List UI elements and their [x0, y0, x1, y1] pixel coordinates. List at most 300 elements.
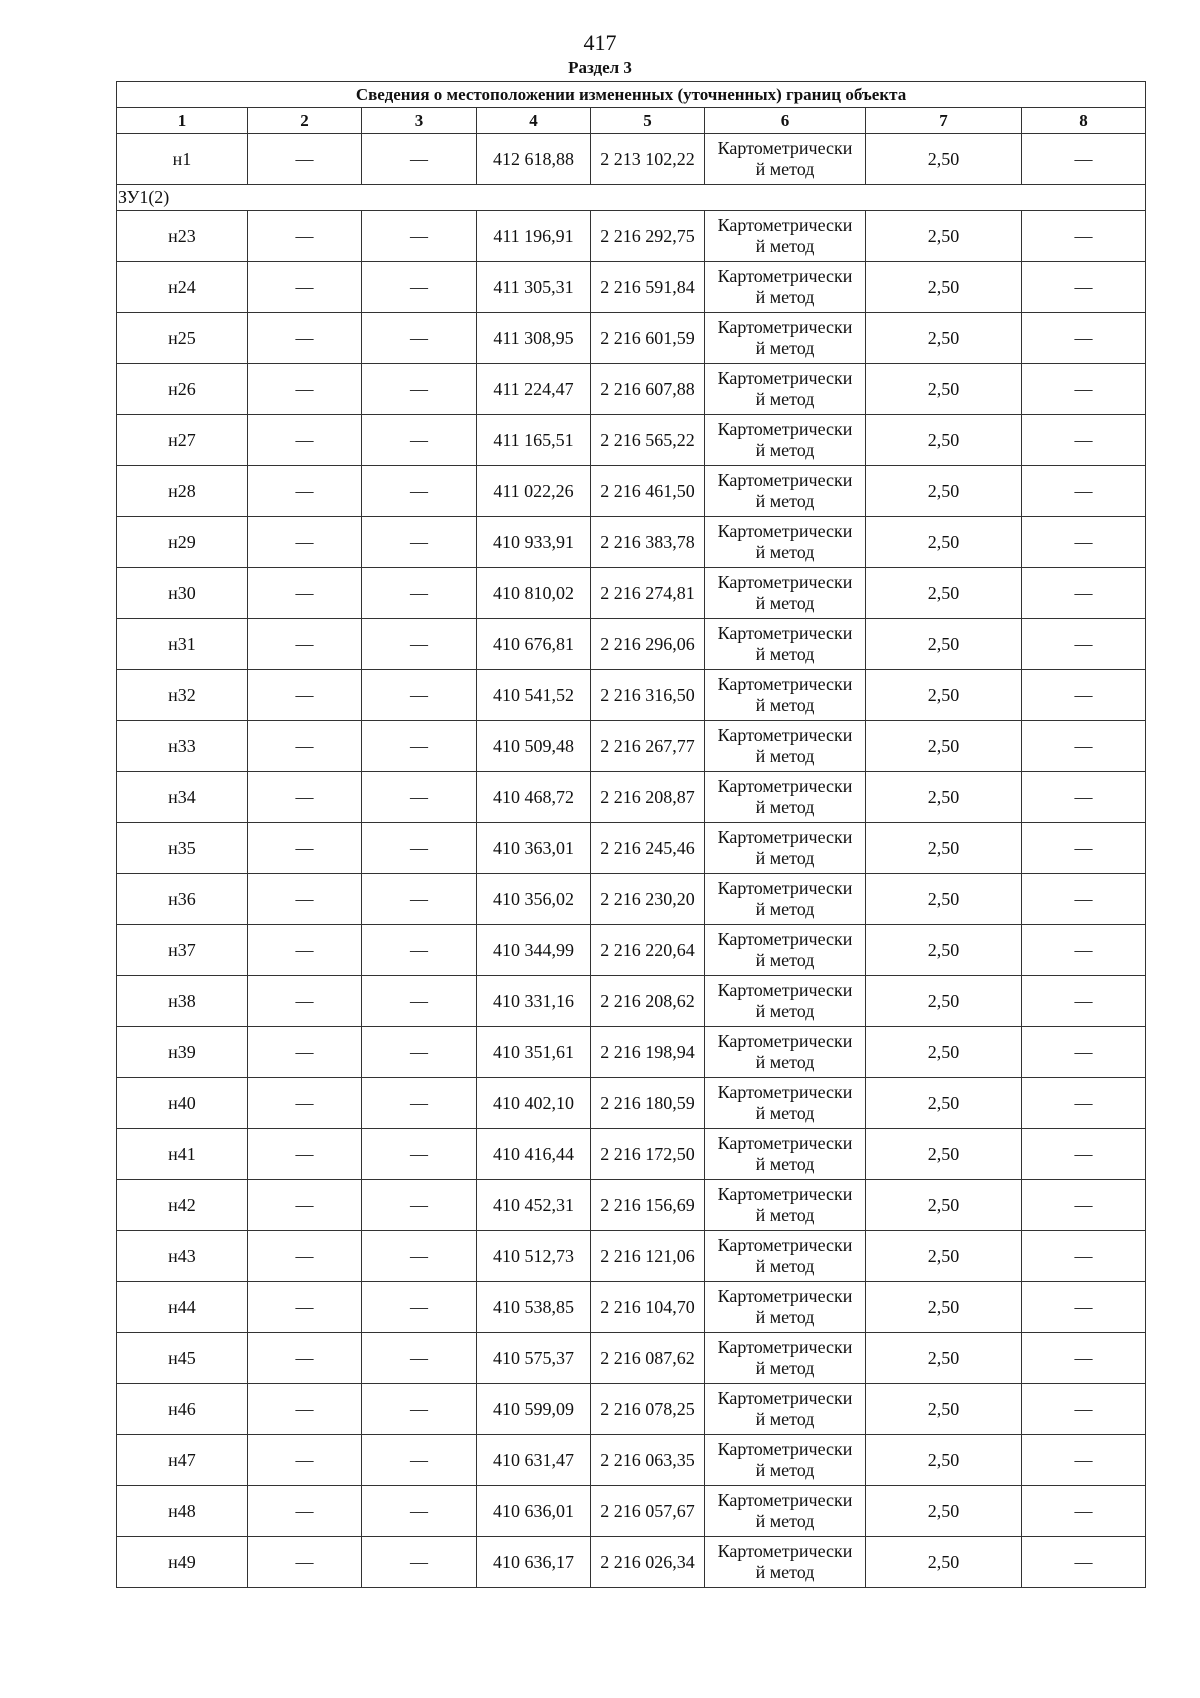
- method-line-2: й метод: [755, 1409, 815, 1429]
- point-id: н32: [117, 670, 248, 721]
- method-cell: [705, 1078, 866, 1129]
- dash-cell: —: [248, 1027, 362, 1078]
- dash-cell: —: [1022, 568, 1146, 619]
- table-row: [117, 517, 1146, 568]
- method-line-1: Картометрически: [717, 215, 853, 235]
- dash-cell: —: [248, 517, 362, 568]
- method-line-1: Картометрически: [717, 266, 853, 286]
- column-number-row: [117, 108, 1146, 134]
- accuracy: 2,50: [866, 517, 1022, 568]
- method-cell: [705, 517, 866, 568]
- coordinate-x: 410 676,81: [477, 619, 591, 670]
- method-line-1: Картометрически: [717, 1388, 853, 1408]
- dash-cell: —: [248, 1384, 362, 1435]
- accuracy: 2,50: [866, 134, 1022, 185]
- page-number: 417: [583, 30, 617, 55]
- coordinate-x: 410 402,10: [477, 1078, 591, 1129]
- column-number: 2: [248, 108, 362, 134]
- method-line-2: й метод: [755, 746, 815, 766]
- accuracy: 2,50: [866, 313, 1022, 364]
- method-line-2: й метод: [755, 950, 815, 970]
- accuracy: 2,50: [866, 364, 1022, 415]
- dash-cell: —: [1022, 976, 1146, 1027]
- dash-cell: —: [248, 925, 362, 976]
- method-line-1: Картометрически: [717, 980, 853, 1000]
- coordinate-x: 410 356,02: [477, 874, 591, 925]
- method-cell: [705, 619, 866, 670]
- coordinate-y: 2 216 220,64: [591, 925, 705, 976]
- table-row: [117, 1486, 1146, 1537]
- table-row: [117, 874, 1146, 925]
- method-line-2: й метод: [755, 542, 815, 562]
- dash-cell: —: [362, 568, 477, 619]
- dash-cell: —: [1022, 313, 1146, 364]
- dash-cell: —: [248, 1486, 362, 1537]
- method-cell: [705, 874, 866, 925]
- table-row: [117, 1282, 1146, 1333]
- accuracy: 2,50: [866, 1180, 1022, 1231]
- accuracy: 2,50: [866, 262, 1022, 313]
- dash-cell: —: [248, 364, 362, 415]
- coordinate-x: 410 331,16: [477, 976, 591, 1027]
- method-line-1: Картометрически: [717, 572, 853, 592]
- table-row: [117, 364, 1146, 415]
- method-line-2: й метод: [755, 440, 815, 460]
- coordinate-y: 2 216 565,22: [591, 415, 705, 466]
- dash-cell: —: [1022, 721, 1146, 772]
- method-cell: [705, 313, 866, 364]
- dash-cell: —: [362, 262, 477, 313]
- coordinate-x: 411 165,51: [477, 415, 591, 466]
- coordinates-table: [116, 81, 1146, 1588]
- coordinate-x: 410 351,61: [477, 1027, 591, 1078]
- method-line-2: й метод: [755, 644, 815, 664]
- dash-cell: —: [362, 1129, 477, 1180]
- point-id: н33: [117, 721, 248, 772]
- dash-cell: —: [248, 568, 362, 619]
- coordinate-x: 411 305,31: [477, 262, 591, 313]
- point-id: н44: [117, 1282, 248, 1333]
- point-id: н27: [117, 415, 248, 466]
- method-cell: [705, 823, 866, 874]
- dash-cell: —: [362, 517, 477, 568]
- method-line-1: Картометрически: [717, 419, 853, 439]
- column-number: 8: [1022, 108, 1146, 134]
- coordinate-y: 2 216 198,94: [591, 1027, 705, 1078]
- point-id: н43: [117, 1231, 248, 1282]
- method-line-1: Картометрически: [717, 1490, 853, 1510]
- table-row: [117, 1129, 1146, 1180]
- method-line-1: Картометрически: [717, 1286, 853, 1306]
- column-number: 7: [866, 108, 1022, 134]
- dash-cell: —: [248, 874, 362, 925]
- method-line-1: Картометрически: [717, 878, 853, 898]
- dash-cell: —: [1022, 1282, 1146, 1333]
- table-row: [117, 1078, 1146, 1129]
- column-number: 4: [477, 108, 591, 134]
- dash-cell: —: [248, 1231, 362, 1282]
- method-line-1: Картометрически: [717, 929, 853, 949]
- table-row: [117, 1231, 1146, 1282]
- coordinate-x: 410 599,09: [477, 1384, 591, 1435]
- coordinate-x: 412 618,88: [477, 134, 591, 185]
- dash-cell: —: [1022, 670, 1146, 721]
- dash-cell: —: [248, 772, 362, 823]
- dash-cell: —: [362, 364, 477, 415]
- coordinate-x: 410 538,85: [477, 1282, 591, 1333]
- dash-cell: —: [1022, 211, 1146, 262]
- coordinate-x: 410 512,73: [477, 1231, 591, 1282]
- dash-cell: —: [248, 976, 362, 1027]
- method-line-2: й метод: [755, 236, 815, 256]
- dash-cell: —: [248, 823, 362, 874]
- dash-cell: —: [362, 721, 477, 772]
- coordinate-x: 410 416,44: [477, 1129, 591, 1180]
- table-row: [117, 211, 1146, 262]
- dash-cell: —: [1022, 619, 1146, 670]
- coordinate-y: 2 216 208,87: [591, 772, 705, 823]
- method-cell: [705, 670, 866, 721]
- dash-cell: —: [1022, 466, 1146, 517]
- point-id: н36: [117, 874, 248, 925]
- coordinate-y: 2 216 461,50: [591, 466, 705, 517]
- dash-cell: —: [248, 262, 362, 313]
- coordinate-y: 2 216 601,59: [591, 313, 705, 364]
- table-row: [117, 619, 1146, 670]
- coordinate-y: 2 216 180,59: [591, 1078, 705, 1129]
- coordinate-x: 410 636,01: [477, 1486, 591, 1537]
- coordinate-y: 2 216 274,81: [591, 568, 705, 619]
- dash-cell: —: [1022, 874, 1146, 925]
- point-id: н41: [117, 1129, 248, 1180]
- accuracy: 2,50: [866, 1435, 1022, 1486]
- group-label: ЗУ1(2): [117, 185, 1146, 211]
- method-cell: [705, 568, 866, 619]
- table-row: [117, 925, 1146, 976]
- table-row: [117, 823, 1146, 874]
- dash-cell: —: [248, 1129, 362, 1180]
- method-line-1: Картометрически: [717, 1082, 853, 1102]
- dash-cell: —: [1022, 415, 1146, 466]
- point-id: н47: [117, 1435, 248, 1486]
- coordinate-y: 2 216 057,67: [591, 1486, 705, 1537]
- accuracy: 2,50: [866, 976, 1022, 1027]
- table-row: [117, 1435, 1146, 1486]
- accuracy: 2,50: [866, 874, 1022, 925]
- method-cell: [705, 364, 866, 415]
- method-line-2: й метод: [755, 1307, 815, 1327]
- dash-cell: —: [362, 1486, 477, 1537]
- accuracy: 2,50: [866, 1027, 1022, 1078]
- dash-cell: —: [362, 211, 477, 262]
- point-id: н31: [117, 619, 248, 670]
- point-id: н34: [117, 772, 248, 823]
- method-line-2: й метод: [755, 1460, 815, 1480]
- dash-cell: —: [1022, 262, 1146, 313]
- dash-cell: —: [1022, 364, 1146, 415]
- method-line-2: й метод: [755, 695, 815, 715]
- coordinate-x: 410 933,91: [477, 517, 591, 568]
- method-cell: [705, 925, 866, 976]
- point-id: н1: [117, 134, 248, 185]
- method-line-2: й метод: [755, 1358, 815, 1378]
- method-cell: [705, 415, 866, 466]
- coordinate-y: 2 216 607,88: [591, 364, 705, 415]
- dash-cell: —: [248, 1078, 362, 1129]
- accuracy: 2,50: [866, 1537, 1022, 1588]
- section-title: Раздел 3: [568, 58, 632, 77]
- point-id: н28: [117, 466, 248, 517]
- method-line-2: й метод: [755, 899, 815, 919]
- method-line-2: й метод: [755, 287, 815, 307]
- coordinate-x: 410 363,01: [477, 823, 591, 874]
- method-line-2: й метод: [755, 1001, 815, 1021]
- group-row: [117, 185, 1146, 211]
- coordinate-y: 2 216 591,84: [591, 262, 705, 313]
- dash-cell: —: [362, 1282, 477, 1333]
- table-row: [117, 568, 1146, 619]
- method-line-1: Картометрически: [717, 1184, 853, 1204]
- coordinate-y: 2 216 296,06: [591, 619, 705, 670]
- dash-cell: —: [248, 415, 362, 466]
- method-line-1: Картометрически: [717, 1541, 853, 1561]
- table-row: [117, 466, 1146, 517]
- accuracy: 2,50: [866, 1282, 1022, 1333]
- method-line-1: Картометрически: [717, 1439, 853, 1459]
- coordinate-y: 2 216 026,34: [591, 1537, 705, 1588]
- coordinate-x: 411 308,95: [477, 313, 591, 364]
- dash-cell: —: [248, 134, 362, 185]
- dash-cell: —: [362, 134, 477, 185]
- method-cell: [705, 1333, 866, 1384]
- table-row: [117, 134, 1146, 185]
- table-row: [117, 1027, 1146, 1078]
- method-line-1: Картометрически: [717, 1235, 853, 1255]
- point-id: н26: [117, 364, 248, 415]
- table-row: [117, 670, 1146, 721]
- method-line-2: й метод: [755, 1103, 815, 1123]
- dash-cell: —: [362, 976, 477, 1027]
- accuracy: 2,50: [866, 568, 1022, 619]
- method-cell: [705, 1231, 866, 1282]
- dash-cell: —: [1022, 1231, 1146, 1282]
- dash-cell: —: [1022, 1129, 1146, 1180]
- method-line-1: Картометрически: [717, 623, 853, 643]
- coordinate-x: 410 631,47: [477, 1435, 591, 1486]
- method-line-1: Картометрически: [717, 1031, 853, 1051]
- dash-cell: —: [248, 211, 362, 262]
- method-line-2: й метод: [755, 389, 815, 409]
- dash-cell: —: [1022, 823, 1146, 874]
- method-line-1: Картометрически: [717, 725, 853, 745]
- method-line-2: й метод: [755, 1562, 815, 1582]
- table-row: [117, 313, 1146, 364]
- method-line-2: й метод: [755, 1154, 815, 1174]
- coordinate-x: 411 224,47: [477, 364, 591, 415]
- method-line-1: Картометрически: [717, 1337, 853, 1357]
- coordinate-y: 2 216 316,50: [591, 670, 705, 721]
- coordinate-y: 2 216 245,46: [591, 823, 705, 874]
- accuracy: 2,50: [866, 466, 1022, 517]
- dash-cell: —: [362, 1537, 477, 1588]
- method-line-1: Картометрически: [717, 317, 853, 337]
- dash-cell: —: [362, 1384, 477, 1435]
- method-cell: [705, 1384, 866, 1435]
- coordinate-y: 2 216 104,70: [591, 1282, 705, 1333]
- dash-cell: —: [1022, 1333, 1146, 1384]
- dash-cell: —: [1022, 772, 1146, 823]
- coordinate-y: 2 216 121,06: [591, 1231, 705, 1282]
- dash-cell: —: [248, 1282, 362, 1333]
- dash-cell: —: [248, 619, 362, 670]
- dash-cell: —: [362, 1435, 477, 1486]
- coordinate-y: 2 216 063,35: [591, 1435, 705, 1486]
- point-id: н39: [117, 1027, 248, 1078]
- dash-cell: —: [1022, 1384, 1146, 1435]
- dash-cell: —: [362, 670, 477, 721]
- coordinate-x: 410 452,31: [477, 1180, 591, 1231]
- point-id: н24: [117, 262, 248, 313]
- dash-cell: —: [1022, 925, 1146, 976]
- dash-cell: —: [1022, 1180, 1146, 1231]
- method-line-2: й метод: [755, 593, 815, 613]
- table-row: [117, 1537, 1146, 1588]
- method-cell: [705, 466, 866, 517]
- method-cell: [705, 211, 866, 262]
- table-row: [117, 262, 1146, 313]
- method-line-1: Картометрически: [717, 674, 853, 694]
- dash-cell: —: [362, 466, 477, 517]
- dash-cell: —: [362, 1078, 477, 1129]
- point-id: н48: [117, 1486, 248, 1537]
- coordinate-x: 410 810,02: [477, 568, 591, 619]
- point-id: н45: [117, 1333, 248, 1384]
- point-id: н42: [117, 1180, 248, 1231]
- dash-cell: —: [1022, 1435, 1146, 1486]
- method-line-1: Картометрически: [717, 138, 853, 158]
- method-line-2: й метод: [755, 1205, 815, 1225]
- accuracy: 2,50: [866, 415, 1022, 466]
- dash-cell: —: [362, 1027, 477, 1078]
- dash-cell: —: [362, 772, 477, 823]
- method-cell: [705, 1282, 866, 1333]
- table-row: [117, 415, 1146, 466]
- accuracy: 2,50: [866, 619, 1022, 670]
- point-id: н38: [117, 976, 248, 1027]
- dash-cell: —: [248, 313, 362, 364]
- method-line-2: й метод: [755, 1052, 815, 1072]
- method-cell: [705, 721, 866, 772]
- dash-cell: —: [248, 1180, 362, 1231]
- accuracy: 2,50: [866, 1129, 1022, 1180]
- dash-cell: —: [1022, 1486, 1146, 1537]
- method-line-1: Картометрически: [717, 470, 853, 490]
- dash-cell: —: [362, 415, 477, 466]
- dash-cell: —: [1022, 1027, 1146, 1078]
- point-id: н30: [117, 568, 248, 619]
- point-id: н25: [117, 313, 248, 364]
- dash-cell: —: [1022, 1537, 1146, 1588]
- accuracy: 2,50: [866, 1384, 1022, 1435]
- dash-cell: —: [1022, 517, 1146, 568]
- point-id: н23: [117, 211, 248, 262]
- method-line-2: й метод: [755, 797, 815, 817]
- coordinate-x: 411 196,91: [477, 211, 591, 262]
- table-row: [117, 1333, 1146, 1384]
- dash-cell: —: [1022, 134, 1146, 185]
- coordinate-y: 2 216 156,69: [591, 1180, 705, 1231]
- dash-cell: —: [248, 721, 362, 772]
- method-line-1: Картометрически: [717, 1133, 853, 1153]
- accuracy: 2,50: [866, 925, 1022, 976]
- table-row: [117, 772, 1146, 823]
- method-cell: [705, 262, 866, 313]
- table-row: [117, 1180, 1146, 1231]
- method-line-2: й метод: [755, 1256, 815, 1276]
- method-cell: [705, 1435, 866, 1486]
- accuracy: 2,50: [866, 1231, 1022, 1282]
- coordinate-y: 2 216 230,20: [591, 874, 705, 925]
- dash-cell: —: [362, 1180, 477, 1231]
- dash-cell: —: [248, 1333, 362, 1384]
- method-cell: [705, 1486, 866, 1537]
- coordinate-y: 2 216 208,62: [591, 976, 705, 1027]
- dash-cell: —: [362, 823, 477, 874]
- method-cell: [705, 772, 866, 823]
- accuracy: 2,50: [866, 1486, 1022, 1537]
- column-number: 3: [362, 108, 477, 134]
- coordinate-x: 410 344,99: [477, 925, 591, 976]
- coordinate-x: 410 468,72: [477, 772, 591, 823]
- point-id: н40: [117, 1078, 248, 1129]
- dash-cell: —: [362, 619, 477, 670]
- method-line-2: й метод: [755, 1511, 815, 1531]
- table-row: [117, 976, 1146, 1027]
- coordinate-x: 410 509,48: [477, 721, 591, 772]
- table-body: [117, 82, 1146, 1588]
- dash-cell: —: [248, 1435, 362, 1486]
- table-caption: Сведения о местоположении измененных (уточненных) границ объекта: [117, 82, 1146, 108]
- accuracy: 2,50: [866, 1333, 1022, 1384]
- column-number: 5: [591, 108, 705, 134]
- dash-cell: —: [362, 313, 477, 364]
- method-line-2: й метод: [755, 159, 815, 179]
- dash-cell: —: [1022, 1078, 1146, 1129]
- column-number: 1: [117, 108, 248, 134]
- method-cell: [705, 134, 866, 185]
- table-row: [117, 1384, 1146, 1435]
- method-line-1: Картометрически: [717, 521, 853, 541]
- method-line-2: й метод: [755, 848, 815, 868]
- caption-row: [117, 82, 1146, 108]
- method-cell: [705, 976, 866, 1027]
- column-number: 6: [705, 108, 866, 134]
- coordinate-y: 2 216 172,50: [591, 1129, 705, 1180]
- coordinate-y: 2 216 087,62: [591, 1333, 705, 1384]
- coordinate-y: 2 216 383,78: [591, 517, 705, 568]
- point-id: н46: [117, 1384, 248, 1435]
- accuracy: 2,50: [866, 1078, 1022, 1129]
- dash-cell: —: [248, 466, 362, 517]
- accuracy: 2,50: [866, 211, 1022, 262]
- coordinate-y: 2 216 292,75: [591, 211, 705, 262]
- coordinate-x: 411 022,26: [477, 466, 591, 517]
- method-cell: [705, 1537, 866, 1588]
- coordinate-x: 410 575,37: [477, 1333, 591, 1384]
- coordinate-y: 2 216 078,25: [591, 1384, 705, 1435]
- table-row: [117, 721, 1146, 772]
- method-cell: [705, 1180, 866, 1231]
